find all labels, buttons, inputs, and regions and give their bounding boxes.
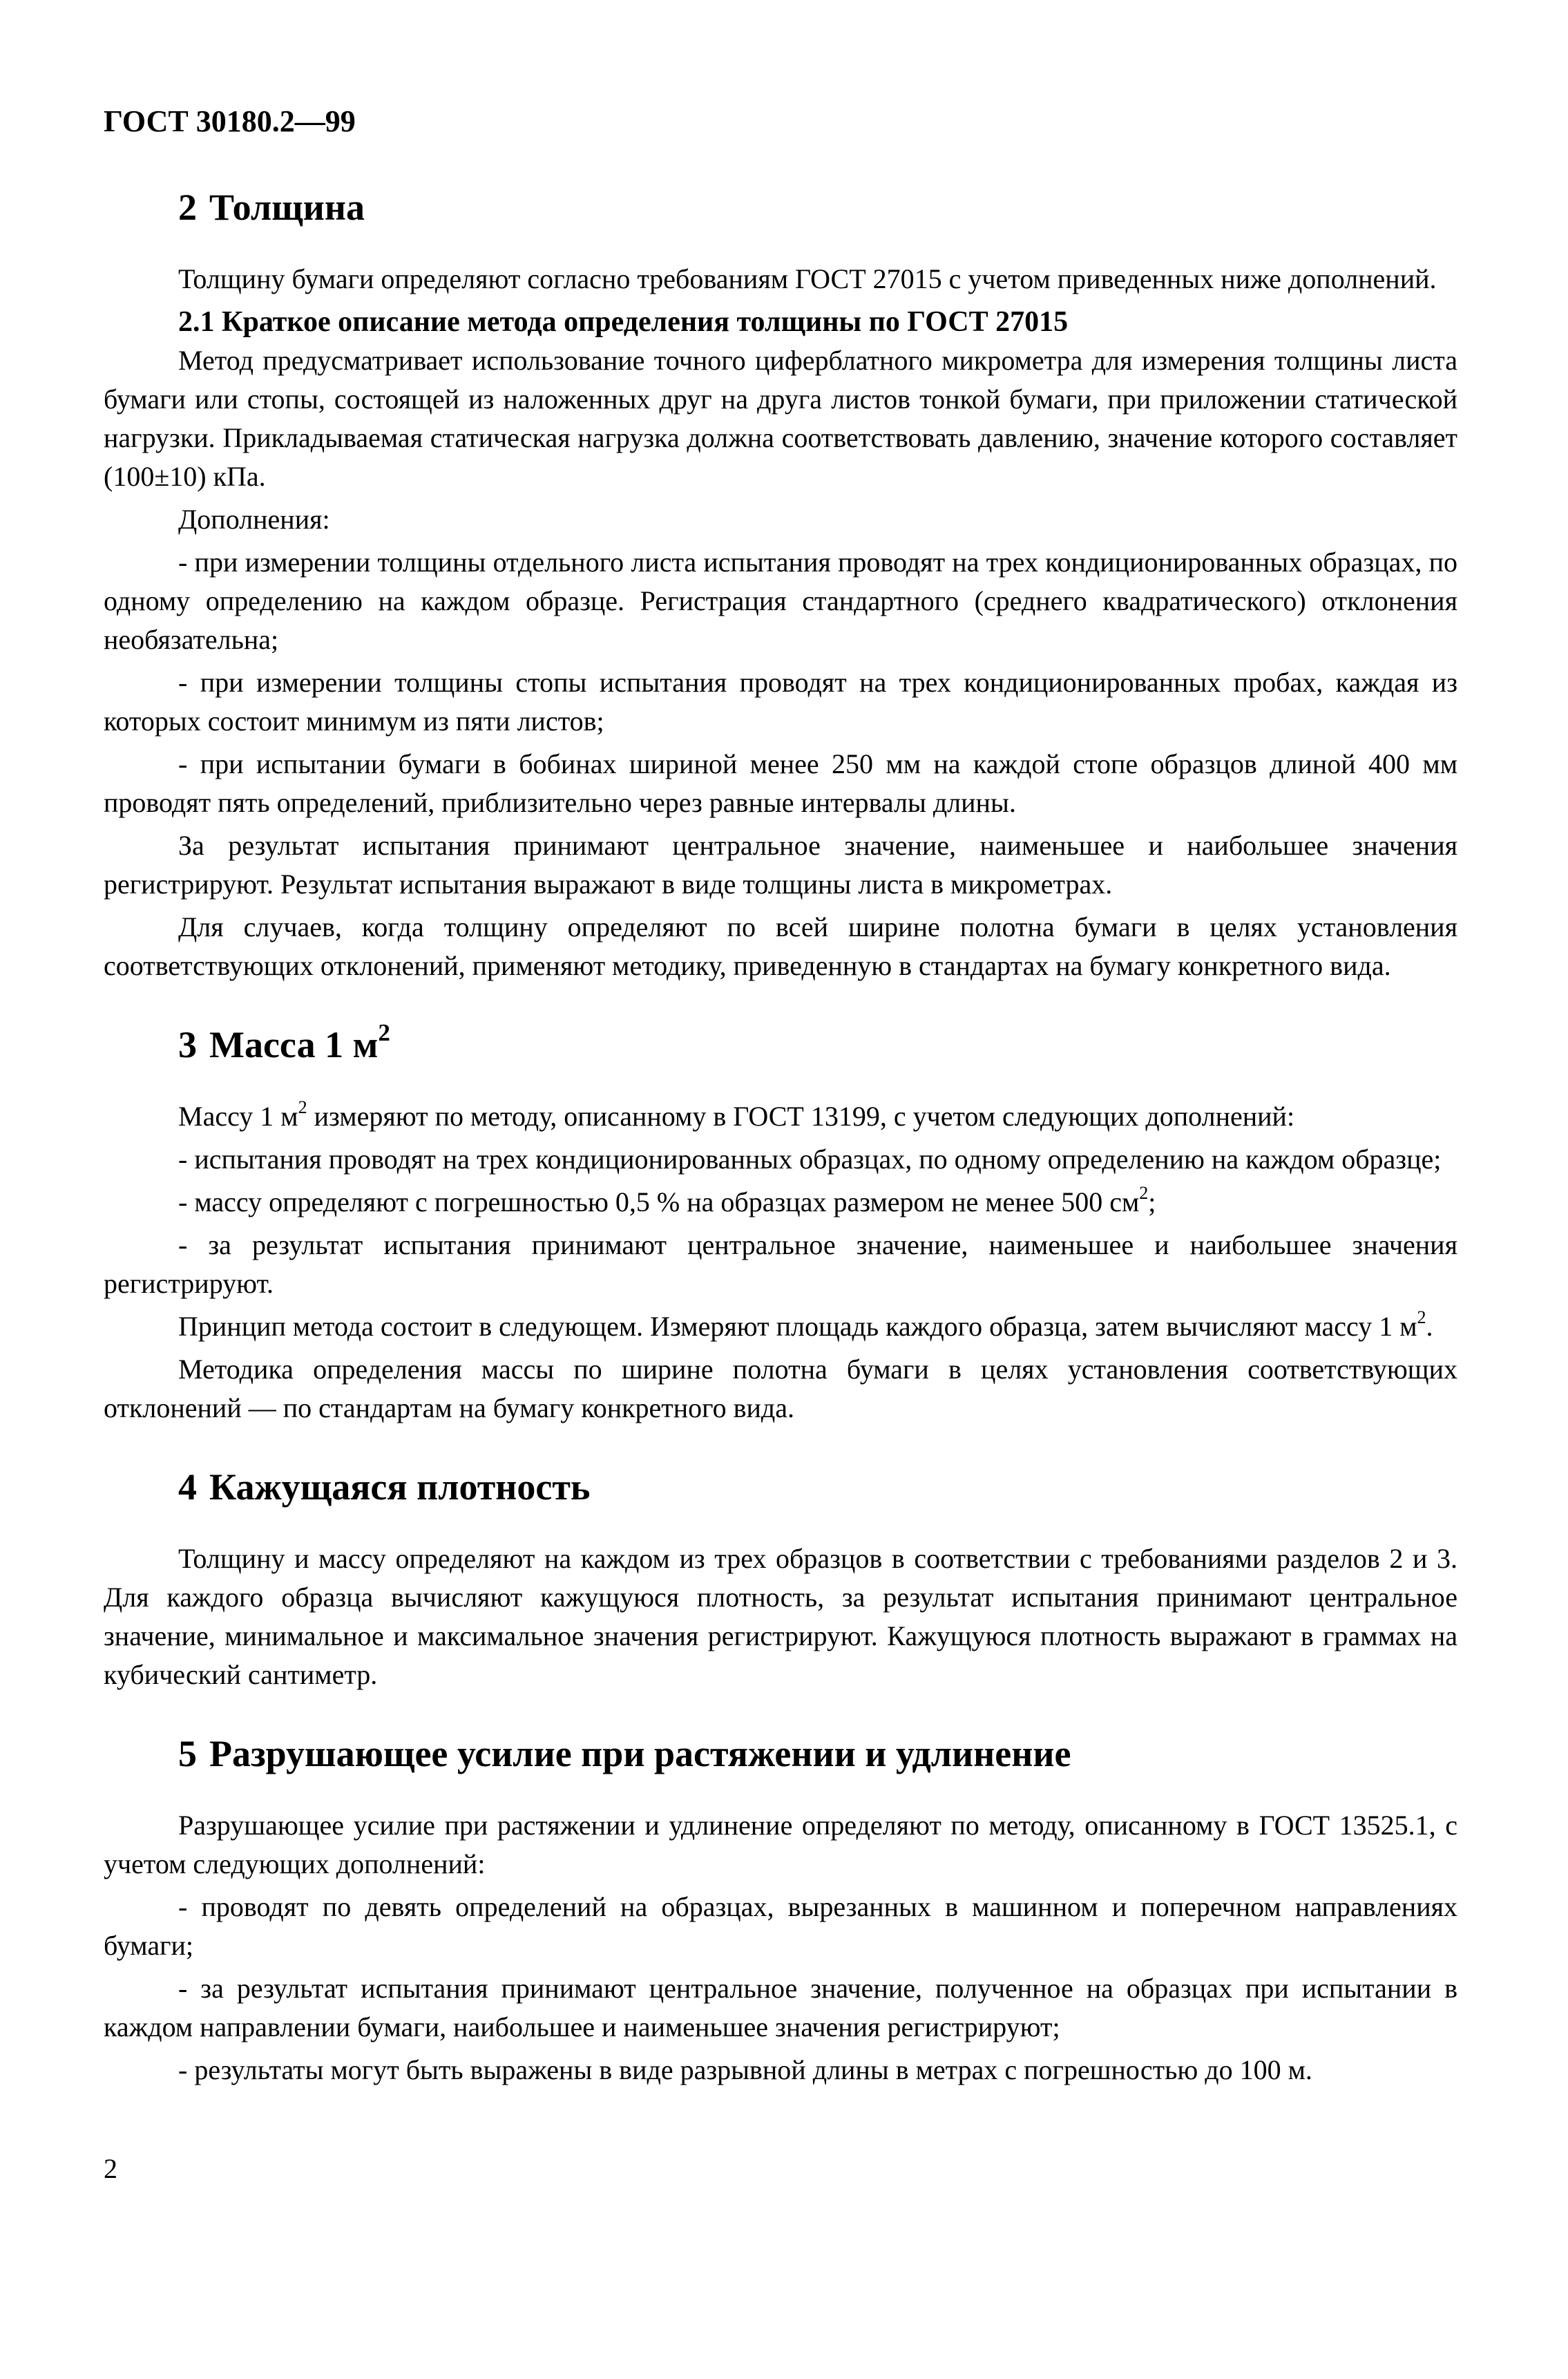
list-item: - проводят по девять определений на образцах, вырезанных в машинном и поперечном направлениях бумаги; [104,1891,1457,1961]
section-number: 2 [178,187,197,228]
document-code: ГОСТ 30180.2—99 [104,104,356,138]
paragraph: Массу 1 $м^2$ измеряют по методу, описанному в ГОСТ 13199, с учетом следующих дополнений: [178,1097,1295,1132]
superscript: 2 [378,1018,390,1046]
section-title: Масса 1 м [209,1024,379,1065]
section-3-heading [104,1018,1457,1067]
section-4-heading [104,1465,1457,1509]
paragraph: Для случаев, когда толщину определяют по всей ширине полотна бумаги в целях установления соответствующих отклонений, применяют методику, приведенную в стандартах на бумагу конкретного вида. [104,911,1457,981]
list-item: - массу определяют с погрешностью 0,5 % на образцах размером не менее 500 $см^2$; [178,1182,1156,1217]
section-title: Кажущаяся плотность [209,1466,591,1508]
list-item: - результаты могут быть выражены в виде разрывной длины в метрах с погрешностью до 100 м. [178,2054,1312,2085]
paragraph: Принцип метода состоит в следующем. Измеряют площадь каждого образца, затем вычисляют массу 1 $м^2$. [178,1307,1433,1342]
section-number: 3 [178,1024,197,1065]
subsection-2-1-heading: 2.1 Краткое описание метода определения толщины по ГОСТ 27015 [178,306,1069,338]
paragraph: Методика определения массы по ширине полотна бумаги в целях установления соответствующих отклонений — по стандартам на бумагу конкретного вида. [104,1354,1457,1423]
section-number: 5 [178,1733,197,1774]
section-5-heading [104,1732,1457,1776]
list-item: - за результат испытания принимают центральное значение, наименьшее и наибольшее значения регистрируют. [104,1229,1457,1299]
paragraph: Метод предусматривает использование точного циферблатного микрометра для измерения толщины листа бумаги или стопы, состоящей из наложенных друг на друга листов тонкой бумаги, при приложении статической нагрузки. Прикладываемая статическая нагрузка должна соответствовать давлению, значение которого составляет (100±10) кПа. [104,345,1457,492]
section-title: Толщина [209,187,365,228]
section-number: 4 [178,1466,197,1508]
paragraph: Толщину и массу определяют на каждом из трех образцов в соответствии с требованиями разделов 2 и 3. Для каждого образца вычисляют кажущуюся плотность, за результат испытания принимают центральное значение, минимальное и максимальное значения регистрируют. Кажущуюся плотность выражают в граммах на кубический сантиметр. [104,1543,1457,1690]
paragraph: Разрушающее усилие при растяжении и удлинение определяют по методу, описанному в ГОСТ 13525.1, с учетом следующих дополнений: [104,1810,1457,1879]
paragraph: Толщину бумаги определяют согласно требованиям ГОСТ 27015 с учетом приведенных ниже дополнений. [178,263,1437,294]
paragraph: За результат испытания принимают центральное значение, наименьшее и наибольшее значения регистрируют. Результат испытания выражают в виде толщины листа в микрометрах. [104,830,1457,900]
paragraph: Дополнения: [178,504,330,535]
page-number: 2 [104,2153,117,2184]
list-item: - при измерении толщины стопы испытания проводят на трех кондиционированных пробах, каждая из которых состоит минимум из пяти листов; [104,667,1457,737]
document-body [104,185,1457,2094]
list-item: - при измерении толщины отдельного листа испытания проводят на трех кондиционированных образцах, по одному определению на каждом образце. Регистрация стандартного (среднего квадратического) отклонения необязательна; [104,547,1457,655]
list-item: - испытания проводят на трех кондиционированных образцах, по одному определению на каждом образце; [178,1144,1442,1175]
list-item: - при испытании бумаги в бобинах шириной менее 250 мм на каждой стопе образцов длиной 400 мм проводят пять определений, приблизительно через равные интервалы длины. [104,748,1457,818]
section-2-heading [104,185,1457,229]
list-item: - за результат испытания принимают центральное значение, полученное на образцах при испытании в каждом направлении бумаги, наибольшее и наименьшее значения регистрируют; [104,1973,1457,2042]
section-title: Разрушающее усилие при растяжении и удлинение [209,1733,1071,1774]
